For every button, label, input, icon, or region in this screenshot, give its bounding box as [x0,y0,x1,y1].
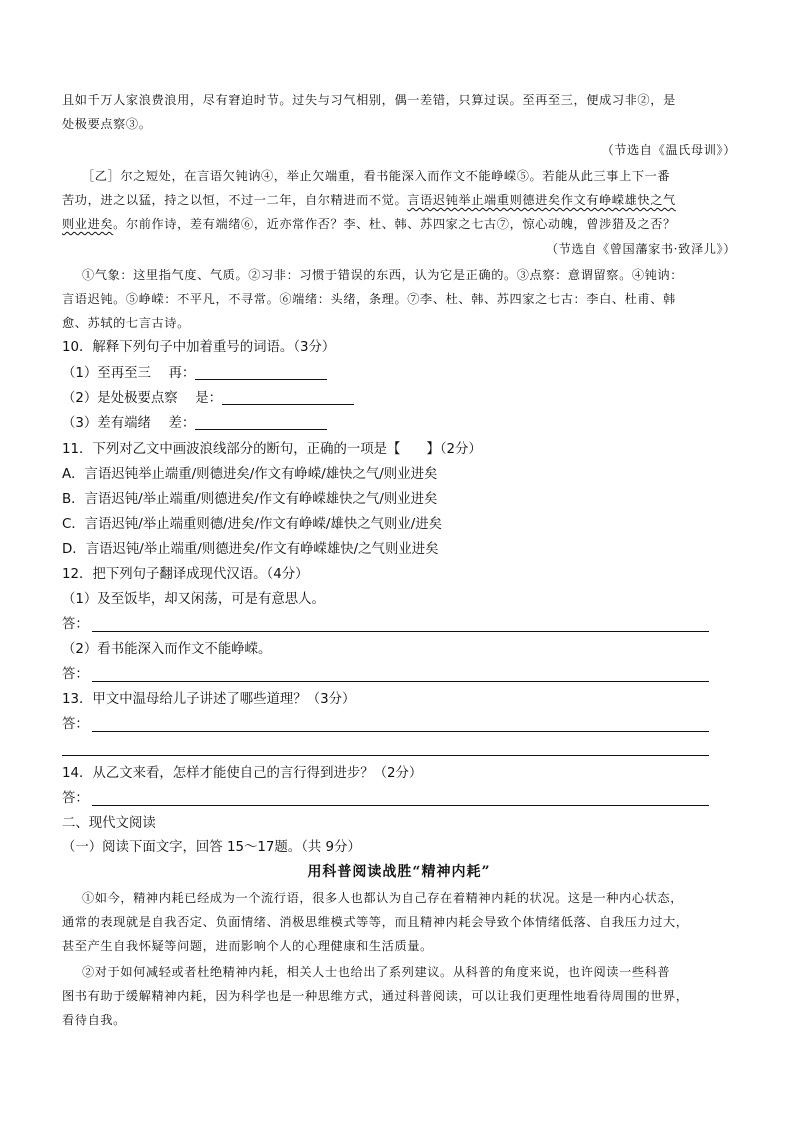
q10-item-2-blank[interactable] [222,390,354,405]
notes-line-2: 言语迟钝。⑤峥嵘：不平凡，不寻常。⑥端绪：头绪，条理。⑦李、杜、韩、苏四家之七古：李白、杜甫、韩 [62,292,676,306]
article-p1-line-1: ①如今，精神内耗已经成为一个流行语，很多人也都认为自己存在着精神内耗的状况。这是一种内心状态， [82,891,684,905]
q12-stem: 12．把下列句子翻译成现代汉语。（4分） [62,567,309,582]
article-title: 用科普阅读战胜“精神内耗” [307,864,491,880]
q10-item-1 [62,364,736,384]
q14-answer-line[interactable] [92,805,709,806]
q10-item-2 [62,389,736,409]
notes-line-3: 愈、苏轼的七言古诗。 [62,316,190,330]
article-p2-line-1: ②对于如何减轻或者杜绝精神内耗，相关人士也给出了系列建议。从科普的角度来说，也许阅读一些科普 [82,965,671,979]
q13-stem: 13．甲文中温母给儿子讲述了哪些道理？（3分） [62,692,356,707]
q10-item-3-text: （3）差有端绪 差： [62,416,196,431]
yi-text-line-1: ［乙］尔之短处，在言语欠钝讷④，举止欠端重，看书能深入而作文不能峥嵘⑤。若能从此三事上下一番 [82,169,671,183]
jia-source: （节选自《温氏母训》） [601,143,736,157]
q11-option-d: D．言语迟钝/举止端重/则德进矣/作文有峥嵘雄快/之气则业进矣 [62,542,439,557]
yi-text-line-3 [62,214,736,234]
q12-item-2: （2）看书能深入而作文不能峥嵘。 [62,642,272,657]
q10-item-3 [62,414,736,434]
q14-answer-label: 答： [62,791,89,806]
q11-stem-post: 】（2分） [426,442,482,457]
section-2-subheading: （一）阅读下面文字，回答 15～17题。（共 9分） [62,840,361,855]
yi-wavy-segment-1: 言语迟钝举止端重则德进矣作文有峥嵘雄快之气 [407,193,676,207]
q11-stem [62,440,736,460]
notes-line-1: ①气象：这里指气度、气质。②习非：习惯于错误的东西，认为它是正确的。③点察：意谓留察。④钝讷： [82,268,684,282]
q12-answer-line-1[interactable] [92,631,709,632]
q13-answer-line-1[interactable] [92,731,709,732]
q12-item-1: （1）及至饭毕，却又闲荡，可是有意思人。 [62,592,325,607]
jia-text-line-1: 且如千万人家浪费浪用，尽有窘迫时节。过失与习气相别，偶一差错，只算过误。至再至三，便成习非②，是 [62,93,676,107]
q10-stem: 10．解释下列句子中加着重号的词语。（3分） [62,340,336,355]
q13-answer-label: 答： [62,717,89,732]
article-p2-line-2: 图书有助于缓解精神内耗，因为科学也是一种思维方式，通过科普阅读，可以让我们更理性地看待周围的世界， [62,989,689,1003]
q11-stem-pre: 11．下列对乙文中画波浪线部分的断句，正确的一项是【 [62,442,401,457]
yi-text-line-3-plain: 。尔前作诗，差有端绪⑥，近亦常作否？李、杜、韩、苏四家之七古⑦，惊心动魄，曾涉猎及之否？ [113,217,676,231]
jia-text-line-2: 处极要点察③。 [62,117,152,131]
article-p1-line-3: 甚至产生自我怀疑等问题，进而影响个人的心理健康和生活质量。 [62,939,433,953]
q14-stem: 14．从乙文来看，怎样才能使自己的言行得到进步？（2分） [62,766,423,781]
q13-answer-line-2[interactable] [62,755,709,756]
q11-option-a: A．言语迟钝举止端重/则德进矣/作文有峥嵘/雄快之气/则业进矣 [62,467,438,482]
q10-item-2-text: （2）是处极要点察 是： [62,391,223,406]
q11-option-b: B．言语迟钝/举止端重/则德进矣/作文有峥嵘雄快之气/则业进矣 [62,492,438,507]
q10-item-3-blank[interactable] [195,415,327,430]
q12-answer-label-2: 答： [62,667,89,682]
q10-item-1-text: （1）至再至三 再： [62,366,196,381]
yi-text-line-2-plain: 苦功，进之以猛，持之以恒，不过一二年，自尔精进而不觉。 [62,193,408,207]
yi-wavy-segment-2: 则业进矣 [62,217,114,231]
q12-answer-line-2[interactable] [92,681,709,682]
section-2-heading: 二、现代文阅读 [62,816,156,831]
article-p1-line-2: 通常的表现就是自我否定、负面情绪、消极思维模式等等，而且精神内耗会导致个体情绪低落、自我压力过大， [62,915,689,929]
article-p2-line-3: 看待自我。 [62,1013,126,1027]
yi-text-line-2 [62,190,736,210]
yi-source: （节选自《曾国藩家书·致泽儿》） [545,242,736,256]
q11-option-c: C．言语迟钝/举止端重则德/进矣/作文有峥嵘/雄快之气则业/进矣 [62,517,443,532]
q12-answer-label-1: 答： [62,617,89,632]
q10-item-1-blank[interactable] [195,365,327,380]
